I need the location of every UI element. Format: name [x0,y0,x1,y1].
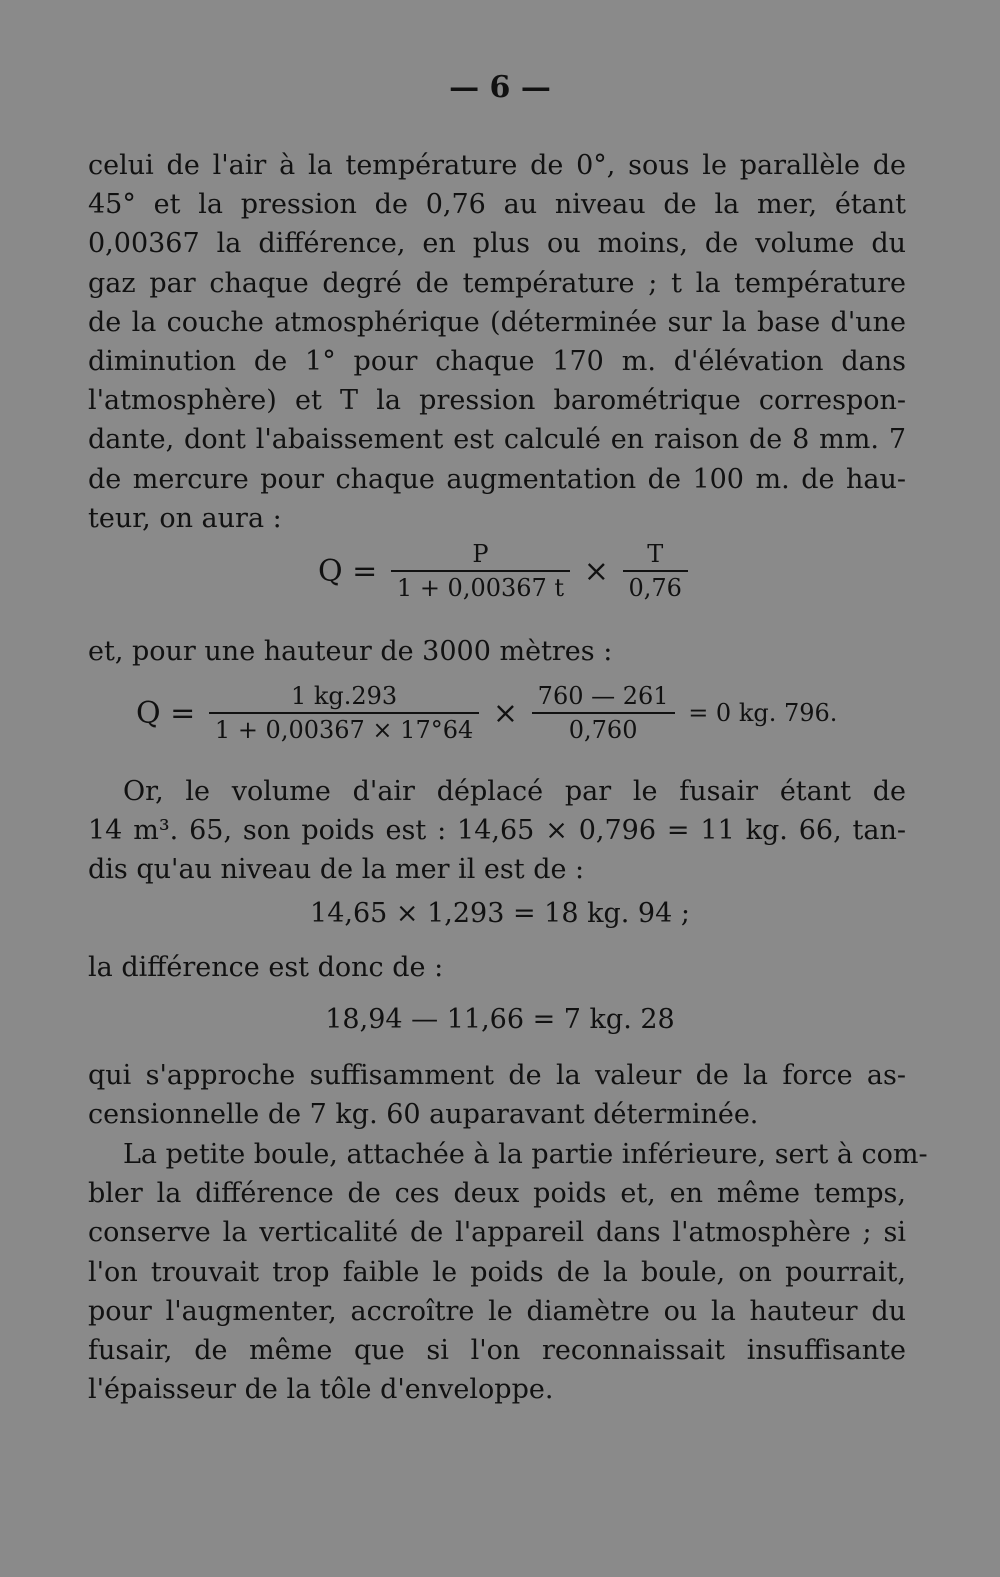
text-line: conserve la verticalité de l'appareil dans l'atmosphère ; si [88,1217,906,1249]
text-line: pour l'augmenter, accroître le diamètre ou la hauteur du [88,1295,906,1327]
text-line: l'atmosphère) et T la pression barométrique correspon- [88,385,906,417]
denominator: 1 + 0,00367 t [396,574,565,602]
text-line: la différence est donc de : [88,952,444,983]
text-line: dante, dont l'abaissement est calculé en raison de 8 mm. 7 [88,424,906,456]
multiply-sign: × [583,553,609,589]
equation-weight-sea-level: 14,65 × 1,293 = 18 kg. 94 ; [310,898,690,929]
fraction [623,540,688,602]
formula-2 [130,682,843,744]
text-line: censionnelle de 7 kg. 60 auparavant déterminée. [88,1099,759,1131]
formula-2-intro [88,632,906,671]
numerator: P [391,540,570,572]
text-line: dis qu'au niveau de la mer il est de : [88,854,585,886]
fraction [209,682,479,744]
numerator: 1 kg.293 [209,682,479,714]
text-line: l'épaisseur de la tôle d'enveloppe. [88,1374,554,1406]
text-line: l'on trouvait trop faible le poids de la boule, on pourrait, [88,1256,906,1288]
denominator: 1 + 0,00367 × 17°64 [214,716,474,744]
text-line: celui de l'air à la température de 0°, sous le parallèle de [88,150,906,181]
denominator: 0,76 [628,574,682,602]
text-line: La petite boule, attachée à la partie inférieure, sert à com- [123,1139,928,1170]
text-line: de la couche atmosphérique (déterminée sur la base d'une [88,306,906,338]
formula-lhs: Q = [136,695,196,731]
numerator: T [623,540,688,572]
text-line: gaz par chaque degré de température ; t la température [88,267,906,299]
paragraph-3 [88,1056,906,1134]
text-line: 45° et la pression de 0,76 au niveau de la mer, étant [88,189,906,221]
text-line: 14 m³. 65, son poids est : 14,65 × 0,796 = 11 kg. 66, tan- [88,815,906,847]
formula-1 [312,540,688,602]
text-line: et, pour une hauteur de 3000 mètres : [88,636,613,667]
equation-difference: 18,94 — 11,66 = 7 kg. 28 [325,1004,675,1035]
paragraph-1 [88,146,906,538]
text-line: diminution de 1° pour chaque 170 m. d'élévation dans [88,345,906,377]
page-number: — 6 — [449,70,551,105]
text-line: 0,00367 la différence, en plus ou moins, de volume du [88,228,906,260]
difference-intro [88,948,906,987]
text-line: bler la différence de ces deux poids et, en même temps, [88,1178,906,1210]
text-line: Or, le volume d'air déplacé par le fusair étant de [123,776,906,807]
fraction [532,682,675,744]
paragraph-4 [88,1135,928,1409]
text-line: qui s'approche suffisamment de la valeur de la force as- [88,1060,906,1091]
denominator: 0,760 [568,716,638,744]
fraction [391,540,570,602]
multiply-sign: × [492,695,519,731]
formula-result: = 0 kg. 796. [688,699,838,727]
text-line: teur, on aura : [88,502,282,534]
paragraph-2 [88,772,906,890]
numerator: 760 — 261 [532,682,675,714]
formula-lhs: Q = [318,553,378,589]
text-line: fusair, de même que si l'on reconnaissait insuffisante [88,1334,906,1366]
text-line: de mercure pour chaque augmentation de 100 m. de hau- [88,463,906,495]
